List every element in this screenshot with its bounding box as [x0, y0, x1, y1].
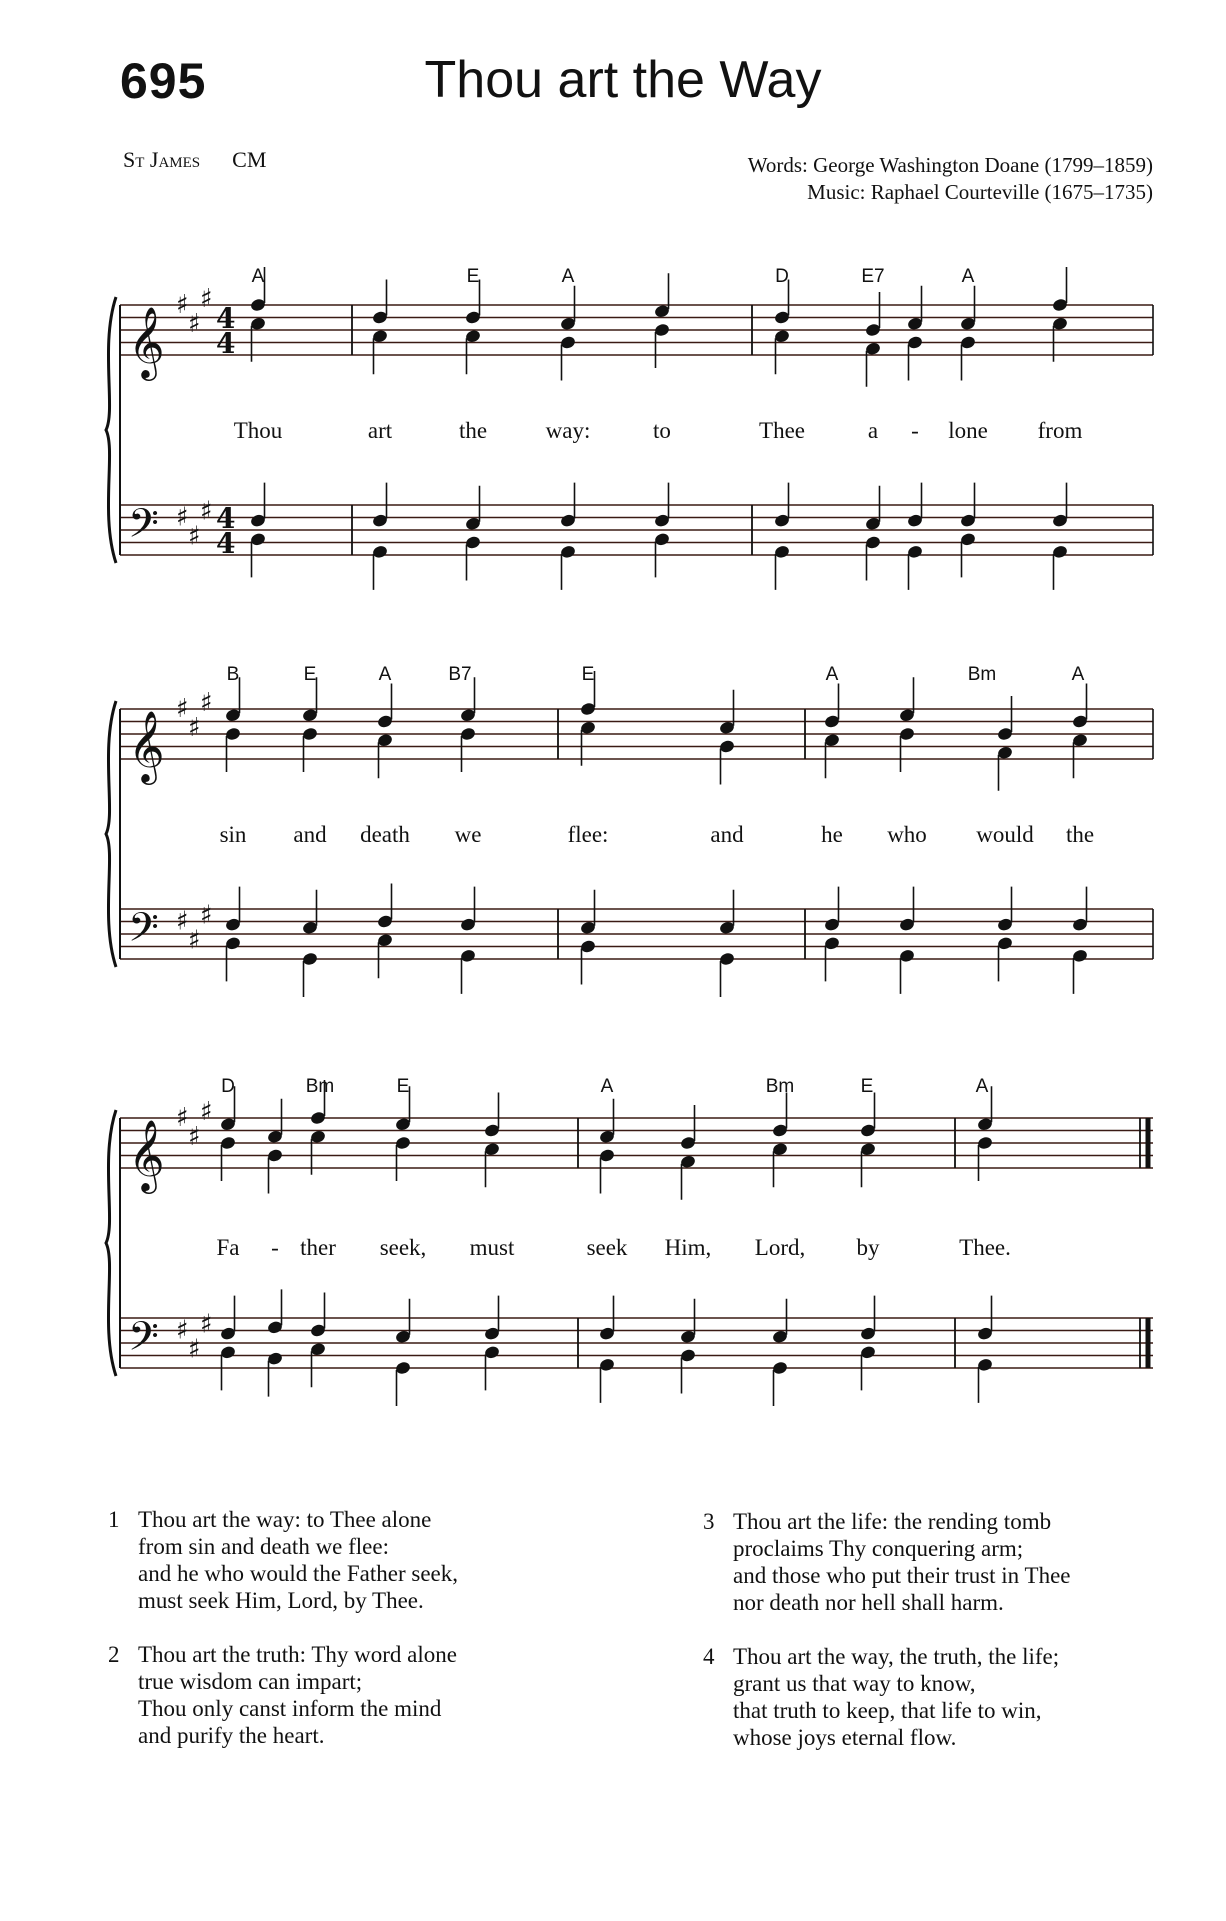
- verse-line: grant us that way to know,: [733, 1671, 976, 1696]
- sharp-icon: ♯: [188, 521, 201, 552]
- lyric-syllable: seek,: [379, 1235, 427, 1260]
- sharp-icon: ♯: [188, 1334, 201, 1365]
- lyric-syllable: Thou: [233, 418, 283, 443]
- chord-symbol: Bm: [305, 1076, 335, 1097]
- lyric-syllable: the: [1065, 822, 1095, 847]
- lyric-syllable: Thee.: [959, 1235, 1011, 1260]
- chord-symbol: Bm: [967, 664, 997, 685]
- time-signature-denominator: 4: [216, 327, 236, 360]
- chord-symbol: E: [303, 664, 317, 685]
- words-credit: Words: George Washington Doane (1799–1859): [747, 153, 1153, 177]
- sharp-icon: ♯: [200, 496, 213, 527]
- system-brace: [106, 1110, 116, 1376]
- chord-symbol: A: [961, 266, 975, 287]
- sharp-icon: ♯: [176, 906, 189, 937]
- lyric-syllable: who: [887, 822, 927, 847]
- sharp-icon: ♯: [188, 1121, 201, 1152]
- verse-line: from sin and death we flee:: [138, 1534, 389, 1559]
- lyric-syllable: lone: [948, 418, 988, 443]
- chord-symbol: E7: [861, 266, 885, 287]
- chord-symbol: E: [860, 1076, 874, 1097]
- verse-line: true wisdom can impart;: [138, 1669, 363, 1694]
- verse-number: 1: [108, 1507, 120, 1532]
- verse-line: that truth to keep, that life to win,: [733, 1698, 1042, 1723]
- lyric-syllable: a: [867, 418, 879, 443]
- chord-symbol: E: [581, 664, 595, 685]
- lyric-syllable: sin: [219, 822, 247, 847]
- lyric-syllable: death: [360, 822, 410, 847]
- lyric-syllable: he: [821, 822, 843, 847]
- tune-name: St James: [123, 147, 201, 172]
- verse-line: whose joys eternal flow.: [733, 1725, 957, 1750]
- lyric-syllable: art: [367, 418, 393, 443]
- lyric-syllable: seek: [586, 1235, 628, 1260]
- chord-symbol: A: [1071, 664, 1085, 685]
- chord-symbol: A: [975, 1076, 989, 1097]
- lyric-syllable: and: [293, 822, 327, 847]
- sharp-icon: ♯: [188, 712, 201, 743]
- sharp-icon: ♯: [176, 1315, 189, 1346]
- chord-symbol: A: [561, 266, 575, 287]
- hymn-title: Thou art the Way: [424, 51, 822, 109]
- chord-symbol: D: [221, 1076, 235, 1097]
- sharp-icon: ♯: [176, 290, 189, 320]
- lyric-syllable: and: [710, 822, 744, 847]
- chord-symbol: B7: [448, 664, 472, 685]
- lyric-syllable: ther: [300, 1235, 336, 1260]
- sharp-icon: ♯: [200, 1096, 213, 1127]
- lyric-syllable: -: [911, 418, 919, 443]
- sharp-icon: ♯: [188, 308, 201, 339]
- bass-clef-icon: 𝄢: [128, 1313, 159, 1370]
- lyric-syllable: by: [856, 1235, 880, 1260]
- system-brace: [106, 297, 116, 563]
- chord-symbol: D: [775, 266, 789, 287]
- verse-number: 4: [703, 1644, 715, 1669]
- verse-number: 3: [703, 1509, 715, 1534]
- verse-line: must seek Him, Lord, by Thee.: [138, 1588, 424, 1613]
- sharp-icon: ♯: [200, 900, 213, 931]
- hymn-number: 695: [120, 53, 207, 109]
- chord-symbol: E: [466, 266, 480, 287]
- sharp-icon: ♯: [176, 502, 189, 533]
- chord-symbol: A: [251, 266, 265, 287]
- lyric-syllable: Fa: [216, 1235, 240, 1260]
- sharp-icon: ♯: [200, 687, 213, 718]
- sharp-icon: ♯: [176, 1103, 189, 1133]
- sharp-icon: ♯: [200, 283, 213, 314]
- lyric-syllable: from: [1037, 418, 1083, 443]
- lyric-syllable: must: [469, 1235, 515, 1260]
- chord-symbol: E: [396, 1076, 410, 1097]
- verse-number: 2: [108, 1642, 120, 1667]
- verse-line: and purify the heart.: [138, 1723, 325, 1748]
- verse-line: Thou only canst inform the mind: [138, 1696, 442, 1721]
- lyric-syllable: Lord,: [754, 1235, 806, 1260]
- lyric-syllable: -: [271, 1235, 279, 1260]
- verse-line: proclaims Thy conquering arm;: [733, 1536, 1024, 1561]
- lyric-syllable: Him,: [664, 1235, 712, 1260]
- lyric-syllable: flee:: [567, 822, 609, 847]
- lyric-syllable: we: [454, 822, 482, 847]
- verse-line: Thou art the truth: Thy word alone: [138, 1642, 457, 1667]
- verse-line: and he who would the Father seek,: [138, 1561, 459, 1586]
- verse-line: nor death nor hell shall harm.: [733, 1590, 1004, 1615]
- time-signature-numerator: 4: [216, 302, 236, 335]
- sharp-icon: ♯: [176, 694, 189, 724]
- sharp-icon: ♯: [188, 925, 201, 956]
- chord-symbol: B: [226, 664, 240, 685]
- lyric-syllable: way:: [545, 418, 591, 443]
- bass-clef-icon: 𝄢: [128, 500, 159, 557]
- music-credit: Music: Raphael Courteville (1675–1735): [807, 180, 1153, 204]
- lyric-syllable: Thee: [759, 418, 805, 443]
- verse-line: and those who put their trust in Thee: [733, 1563, 1071, 1588]
- verse-line: Thou art the way: to Thee alone: [138, 1507, 432, 1532]
- system-brace: [106, 701, 116, 967]
- treble-clef-icon: 𝄞: [128, 709, 165, 782]
- chord-symbol: A: [600, 1076, 614, 1097]
- sharp-icon: ♯: [200, 1309, 213, 1340]
- lyric-syllable: the: [458, 418, 488, 443]
- tune-meter: CM: [232, 147, 267, 172]
- chord-symbol: A: [378, 664, 392, 685]
- lyric-syllable: would: [976, 822, 1034, 847]
- bass-clef-icon: 𝄢: [128, 904, 159, 961]
- verse-line: Thou art the life: the rending tomb: [733, 1509, 1052, 1534]
- chord-symbol: A: [825, 664, 839, 685]
- lyric-syllable: to: [653, 418, 671, 443]
- chord-symbol: Bm: [765, 1076, 795, 1097]
- verse-line: Thou art the way, the truth, the life;: [733, 1644, 1060, 1669]
- treble-clef-icon: 𝄞: [128, 1118, 165, 1191]
- time-signature-numerator: 4: [216, 502, 236, 535]
- treble-clef-icon: 𝄞: [128, 305, 165, 378]
- time-signature-denominator: 4: [216, 527, 236, 560]
